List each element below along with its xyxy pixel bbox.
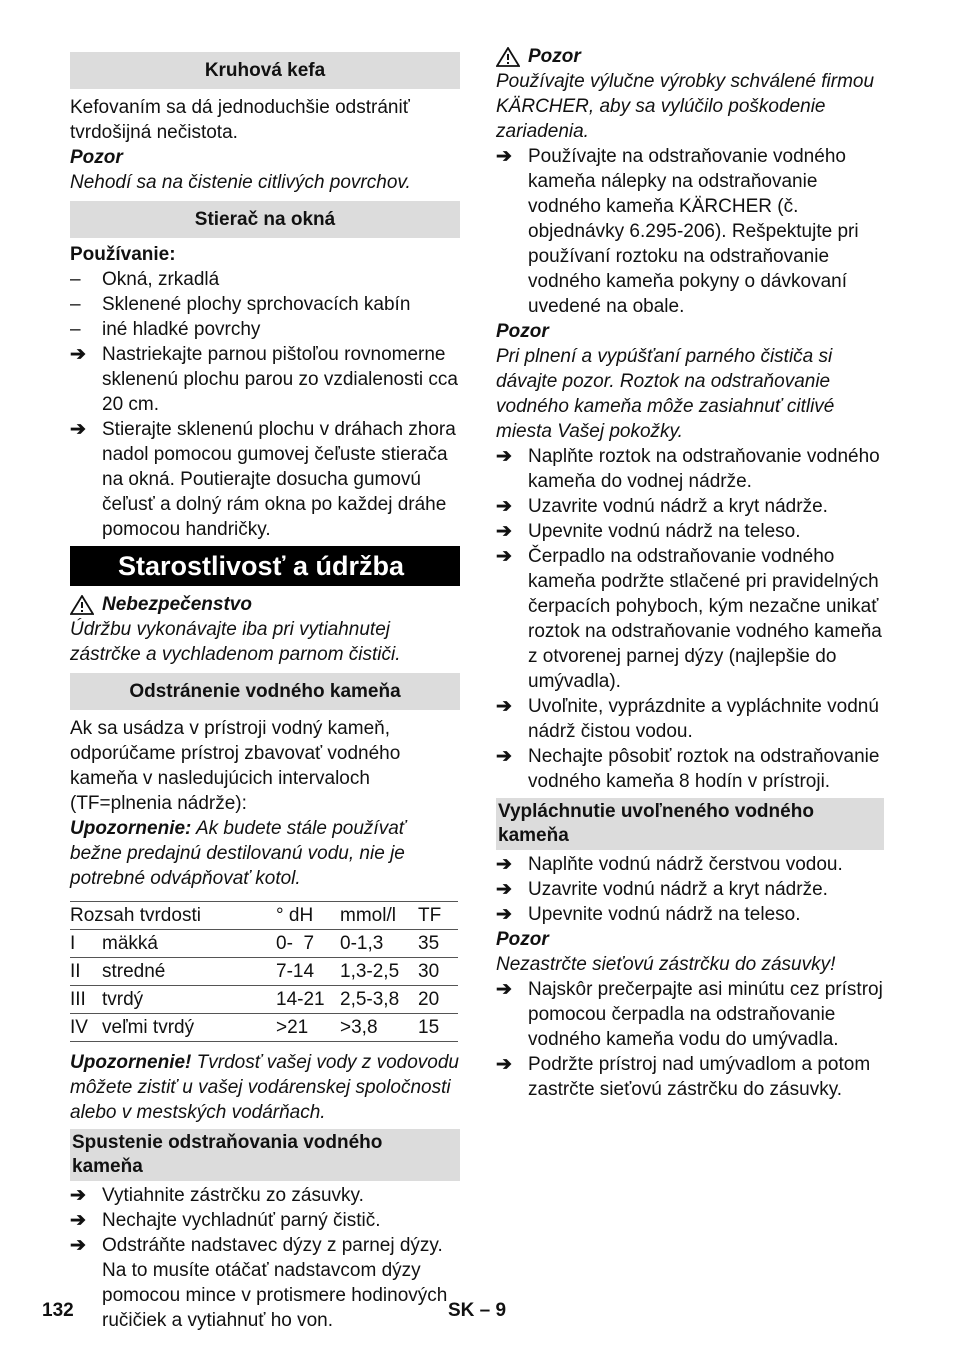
caution1-text: Používajte výlučne výrobky schválené firmou KÄRCHER, aby sa vylúčilo poškodenie zariadenia. bbox=[496, 71, 875, 142]
caution3-label: Pozor bbox=[496, 929, 549, 950]
rinse-steps bbox=[496, 852, 884, 927]
arrow-icon: ➔ bbox=[70, 1210, 86, 1231]
list-item: ➔ Najskôr prečerpajte asi minútu cez prístroj pomocou čerpadla na odstraňovanie vodného kameňa vodu do umývadla. bbox=[496, 979, 883, 1050]
arrow-icon: ➔ bbox=[496, 696, 512, 717]
arrow-icon: ➔ bbox=[496, 546, 512, 567]
start-heading: Spustenie odstraňovania vodného kameňa bbox=[70, 1129, 460, 1181]
caution1-label: Pozor bbox=[528, 46, 581, 67]
arrow-icon: ➔ bbox=[496, 979, 512, 1000]
arrow-icon: ➔ bbox=[496, 446, 512, 467]
list-item: ➔ Vytiahnite zástrčku zo zásuvky. bbox=[70, 1185, 364, 1206]
caution2-text: Pri plnení a vypúšťaní parného čističa si dávajte pozor. Roztok na odstraňovanie vodného kameňa môže zasiahnuť citlivé miesta Vašej pokožky. bbox=[496, 346, 835, 442]
wiper-heading: Stierač na okná bbox=[70, 201, 460, 238]
dash-bullet: – bbox=[70, 319, 81, 340]
table-row: III tvrdý 14-21 2,5-3,8 20 bbox=[70, 986, 458, 1014]
list-item: ➔ Uvoľnite, vyprázdnite a vypláchnite vodnú nádrž čistou vodou. bbox=[496, 696, 879, 742]
arrow-icon: ➔ bbox=[496, 746, 512, 767]
note2-text: Tvrdosť vašej vody z vodovodu môžete zistiť u vašej vodárenskej spoločnosti alebo v mestských vodárňach. bbox=[70, 1052, 459, 1123]
danger-text: Údržbu vykonávajte iba pri vytiahnutej zástrčke a vychladenom parnom čističi. bbox=[70, 619, 401, 665]
descale-text: Ak sa usádza v prístroji vodný kameň, odporúčame prístroj zbavovať vodného kameňa v nasledujúcich intervaloch (TF=plnenia nádrže): bbox=[70, 718, 401, 814]
danger-label: Nebezpečenstvo bbox=[102, 594, 252, 615]
descale-heading: Odstránenie vodného kameňa bbox=[70, 673, 460, 710]
brush-heading: Kruhová kefa bbox=[70, 52, 460, 89]
table-header-cell: TF bbox=[418, 902, 458, 930]
warning-triangle-icon bbox=[70, 595, 94, 615]
brush-caution-text: Nehodí sa na čistenie citlivých povrchov. bbox=[70, 172, 411, 193]
table-row: I mäkká 0- 7 0-1,3 35 bbox=[70, 930, 458, 958]
caution2-label: Pozor bbox=[496, 321, 549, 342]
list-item: ➔ Stierajte sklenenú plochu v dráhach zhora nadol pomocou gumovej čeľuste stierača na okná. Poutierajte dosucha gumovú čeľusť a dolný rám okna po každej dráhe pomocou handričky. bbox=[70, 419, 456, 540]
list-item: ➔ Nechajte vychladnúť parný čistič. bbox=[70, 1210, 381, 1231]
table-header-cell: ° dH bbox=[276, 902, 340, 930]
rinse-heading: Vypláchnutie uvoľneného vodného kameňa bbox=[496, 798, 884, 850]
arrow-icon: ➔ bbox=[496, 854, 512, 875]
arrow-icon: ➔ bbox=[496, 904, 512, 925]
note1-text: Ak budete stále používať bežne predajnú destilovanú vodu, nie je potrebné odvápňovať kotol. bbox=[70, 818, 406, 889]
warning-triangle-icon bbox=[496, 47, 520, 67]
caution1-line bbox=[496, 44, 884, 69]
list-item: – Sklenené plochy sprchovacích kabín bbox=[70, 294, 411, 315]
arrow-icon: ➔ bbox=[70, 344, 86, 365]
list-item: ➔ Nastriekajte parnou pištoľou rovnomerne sklenenú plochu parou zo vzdialenosti cca 20 cm. bbox=[70, 344, 458, 415]
arrow-icon: ➔ bbox=[496, 521, 512, 542]
left-column bbox=[70, 44, 460, 1333]
list-item: ➔ Upevnite vodnú nádrž na teleso. bbox=[496, 521, 801, 542]
section-page: SK – 9 bbox=[448, 1300, 507, 1321]
hardness-table bbox=[70, 901, 458, 1042]
list-item: ➔ Podržte prístroj nad umývadlom a potom zastrčte sieťovú zástrčku do zásuvky. bbox=[496, 1054, 871, 1100]
list-item: ➔ Nechajte pôsobiť roztok na odstraňovanie vodného kameňa 8 hodín v prístroji. bbox=[496, 746, 880, 792]
arrow-icon: ➔ bbox=[496, 879, 512, 900]
list-item: ➔ Odstráňte nadstavec dýzy z parnej dýzy. Na to musíte otáčať nadstavcom dýzy pomocou mince v protismere hodinových ručičiek a vytiahnuť ho von. bbox=[70, 1235, 448, 1331]
arrow-icon: ➔ bbox=[496, 146, 512, 167]
arrow-icon: ➔ bbox=[496, 1054, 512, 1075]
arrow-icon: ➔ bbox=[70, 419, 86, 440]
danger-line bbox=[70, 592, 460, 617]
list-item: ➔ Naplňte roztok na odstraňovanie vodného kameňa do vodnej nádrže. bbox=[496, 446, 880, 492]
note1 bbox=[70, 816, 460, 891]
table-row: II stredné 7-14 1,3-2,5 30 bbox=[70, 958, 458, 986]
dash-bullet: – bbox=[70, 269, 81, 290]
note1-label: Upozornenie: bbox=[70, 818, 192, 839]
brush-caution-label: Pozor bbox=[70, 147, 123, 168]
care-title: Starostlivosť a údržba bbox=[70, 546, 460, 586]
note2 bbox=[70, 1050, 460, 1125]
final-steps bbox=[496, 977, 884, 1102]
arrow-icon: ➔ bbox=[70, 1185, 86, 1206]
list-item: ➔ Naplňte vodnú nádrž čerstvou vodou. bbox=[496, 854, 843, 875]
arrow-icon: ➔ bbox=[496, 496, 512, 517]
wiper-steps bbox=[70, 342, 460, 542]
table-header-cell: mmol/l bbox=[340, 902, 418, 930]
start-steps bbox=[70, 1183, 460, 1333]
list-item: ➔ Používajte na odstraňovanie vodného kameňa nálepky na odstraňovanie vodného kameňa KÄRCHER (č. objednávky 6.295-206). Rešpektujte pri používaní roztoku na odstraňovanie vodného kameňa pokyny o dávkovaní uvedené na obale. bbox=[496, 146, 859, 317]
caution3-text: Nezastrčte sieťovú zástrčku do zásuvky! bbox=[496, 954, 836, 975]
table-row: IV veľmi tvrdý >21 >3,8 15 bbox=[70, 1014, 458, 1042]
table-header-cell: Rozsah tvrdosti bbox=[70, 902, 276, 930]
list-item: – iné hladké povrchy bbox=[70, 319, 261, 340]
usage-label: Používanie: bbox=[70, 244, 176, 265]
dash-bullet: – bbox=[70, 294, 81, 315]
descale-steps bbox=[496, 444, 884, 794]
list-item: ➔ Uzavrite vodnú nádrž a kryt nádrže. bbox=[496, 496, 828, 517]
brush-text: Kefovaním sa dá jednoduchšie odstrániť tvrdošijná nečistota. bbox=[70, 97, 410, 143]
usage-list bbox=[70, 267, 460, 342]
list-item: ➔ Upevnite vodnú nádrž na teleso. bbox=[496, 904, 801, 925]
right-column bbox=[496, 44, 884, 1102]
arrow-icon: ➔ bbox=[70, 1235, 86, 1256]
list-item: ➔ Uzavrite vodnú nádrž a kryt nádrže. bbox=[496, 879, 828, 900]
list-item: – Okná, zrkadlá bbox=[70, 269, 220, 290]
page-number: 132 bbox=[42, 1300, 74, 1321]
note2-label: Upozornenie! bbox=[70, 1052, 192, 1073]
table-header-row bbox=[70, 902, 458, 930]
list-item: ➔ Čerpadlo na odstraňovanie vodného kameňa podržte stlačené pri pravidelných čerpacích pohyboch, kým nezačne unikať roztok na odstraňovanie vodného kameňa z otvorenej parnej dýzy (najlepšie do umývadla). bbox=[496, 546, 882, 692]
